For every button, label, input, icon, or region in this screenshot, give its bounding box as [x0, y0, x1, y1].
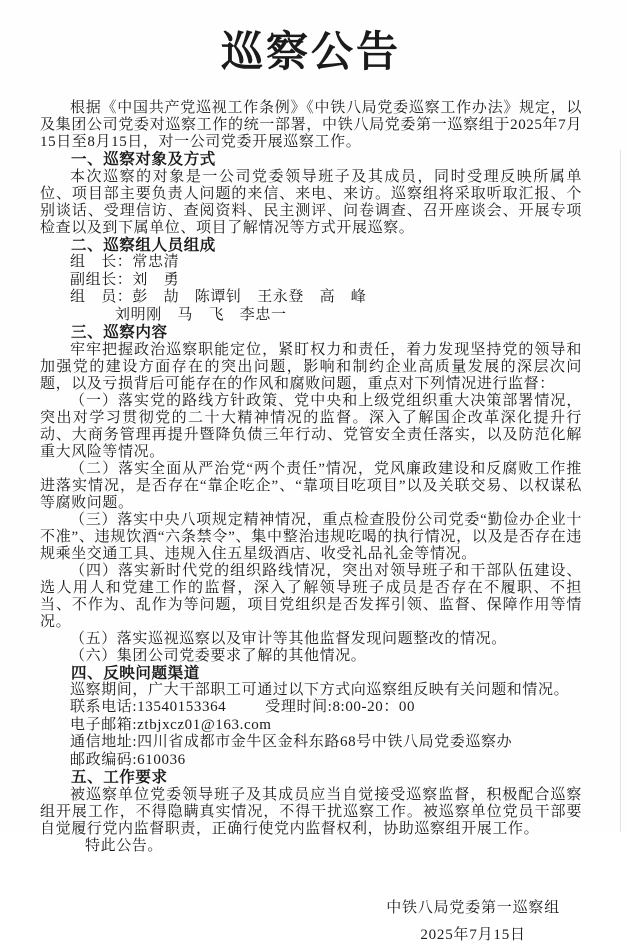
section-5-body: 被巡察单位党委领导班子及其成员应当自觉接受巡察监督，积极配合巡察组开展工作，不得隐瞒真实情况，不得干扰巡察工作。被巡察单位党员干部要自觉履行党内监督职责，正确行使党内监督权利，协助巡察组开展工作。: [40, 786, 582, 837]
hours-label: 受理时间:: [265, 699, 333, 716]
roster-deputy-label: 副组长：: [70, 271, 133, 288]
section-2-heading: 二、巡察组人员组成: [71, 236, 216, 254]
inspection-item-3: （三）落实中央八项规定精神情况，重点检查股份公司党委“勤俭办企业十不准”、违规饮酒“六条禁令”、集中整治违规吃喝的执行情况，以及是否存在违规乘坐交通工具、违规入住五星级酒店、收受礼品礼金等情况。: [40, 511, 582, 562]
hours-value: 8:00-20：00: [332, 699, 416, 716]
signature-org: 中铁八局党委第一巡察组: [386, 899, 560, 916]
roster-leader-label: 组 长：: [70, 254, 133, 271]
scan-edge-line: [620, 150, 621, 832]
roster-leader-row: [40, 254, 582, 272]
roster-leader-name: 常忠清: [132, 254, 180, 271]
section-4-intro: 巡察期间，广大干部职工可通过以下方式向巡察组反映有关问题和情况。: [70, 682, 570, 699]
roster-members-label: 组 员：: [70, 289, 133, 306]
intro-paragraph: 根据《中国共产党巡视工作条例》《中铁八局党委巡察工作办法》规定，以及集团公司党委对巡察工作的统一部署，中铁八局党委第一巡察组于2025年7月15日至8月15日，对一公司党委开展巡察工作。: [40, 100, 582, 151]
roster-members-names: 彭 劼 陈谭钊 王永登 高 峰: [132, 289, 367, 306]
address-value: 四川省成都市金牛区金科东路68号中铁八局党委巡察办: [137, 734, 513, 751]
section-4-heading: 四、反映问题渠道: [71, 664, 200, 682]
inspection-item-1: （一）落实党的路线方针政策、党中央和上级党组织重大决策部署情况，突出对学习贯彻党的二十大精神情况的监督。深入了解国企改革深化提升行动、大商务管理再提升暨降负债三年行动、党管安全责任落实，以及防范化解重大风险等情况。: [40, 392, 582, 460]
roster-members-names: 刘明刚 马 飞 李忠一: [115, 306, 287, 323]
inspection-item-2: （二）落实全面从严治党“两个责任”情况，党风廉政建设和反腐败工作推进落实情况，是否存在“靠企吃企”、“靠项目吃项目”以及关联交易、以权谋私等腐败问题。: [40, 460, 582, 511]
page-title: 巡察公告: [220, 30, 401, 76]
zip-label: 邮政编码:: [70, 751, 138, 768]
phone-label: 联系电话:: [70, 699, 138, 716]
section-5-heading: 五、工作要求: [71, 769, 168, 787]
inspection-item-4: （四）落实新时代党的组织路线情况，突出对领导班子和干部队伍建设、选人用人和党建工作的监督，深入了解领导班子成员是否存在不履职、不担当、不作为、乱作为等问题，项目党组织是否发挥引领、监督、保障作用等情况。: [40, 562, 582, 630]
section-1-body: 本次巡察的对象是一公司党委领导班子及其成员，同时受理反映所属单位、项目部主要负责人问题的来信、来电、来访。巡察组将采取听取汇报、个别谈话、受理信访、查阅资料、民主测评、问卷调查、召开座谈会、开展专项检查以及到下属单位、项目了解情况等方式开展巡察。: [40, 168, 582, 236]
zip-value: 610036: [137, 751, 186, 768]
signature-block: [40, 895, 560, 949]
inspection-item-6: （六）集团公司党委要求了解的其他情况。: [70, 647, 367, 664]
email-label: 电子邮箱:: [70, 716, 138, 733]
email-value: ztbjxcz01@163.com: [137, 716, 272, 733]
signature-date: 2025年7月15日: [420, 926, 526, 943]
roster-members-row: [40, 289, 582, 307]
phone-value: 13540153364: [137, 699, 227, 716]
contact-email-row: [40, 717, 582, 735]
contact-phone-row: [40, 699, 582, 717]
section-3-intro: 牢牢把握政治巡察职能定位，紧盯权力和责任，着力发现坚持党的领导和加强党的建设方面存在的突出问题，影响和制约企业高质量发展的深层次问题，以及亏损背后可能存在的作风和腐败问题，重点对下列情况进行监督：: [40, 341, 582, 392]
roster-members-row-2: [40, 307, 582, 325]
inspection-item-5: （五）落实巡视巡察以及审计等其他监督发现问题整改的情况。: [70, 630, 507, 647]
section-3-heading: 三、巡察内容: [71, 324, 168, 342]
roster-deputy-row: [40, 272, 582, 290]
address-label: 通信地址:: [70, 734, 138, 751]
closing-line: 特此公告。: [85, 837, 164, 854]
section-1-heading: 一、巡察对象及方式: [71, 151, 216, 169]
contact-address-row: [40, 734, 582, 752]
roster-deputy-name: 刘 勇: [132, 271, 180, 288]
contact-zip-row: [40, 752, 582, 770]
